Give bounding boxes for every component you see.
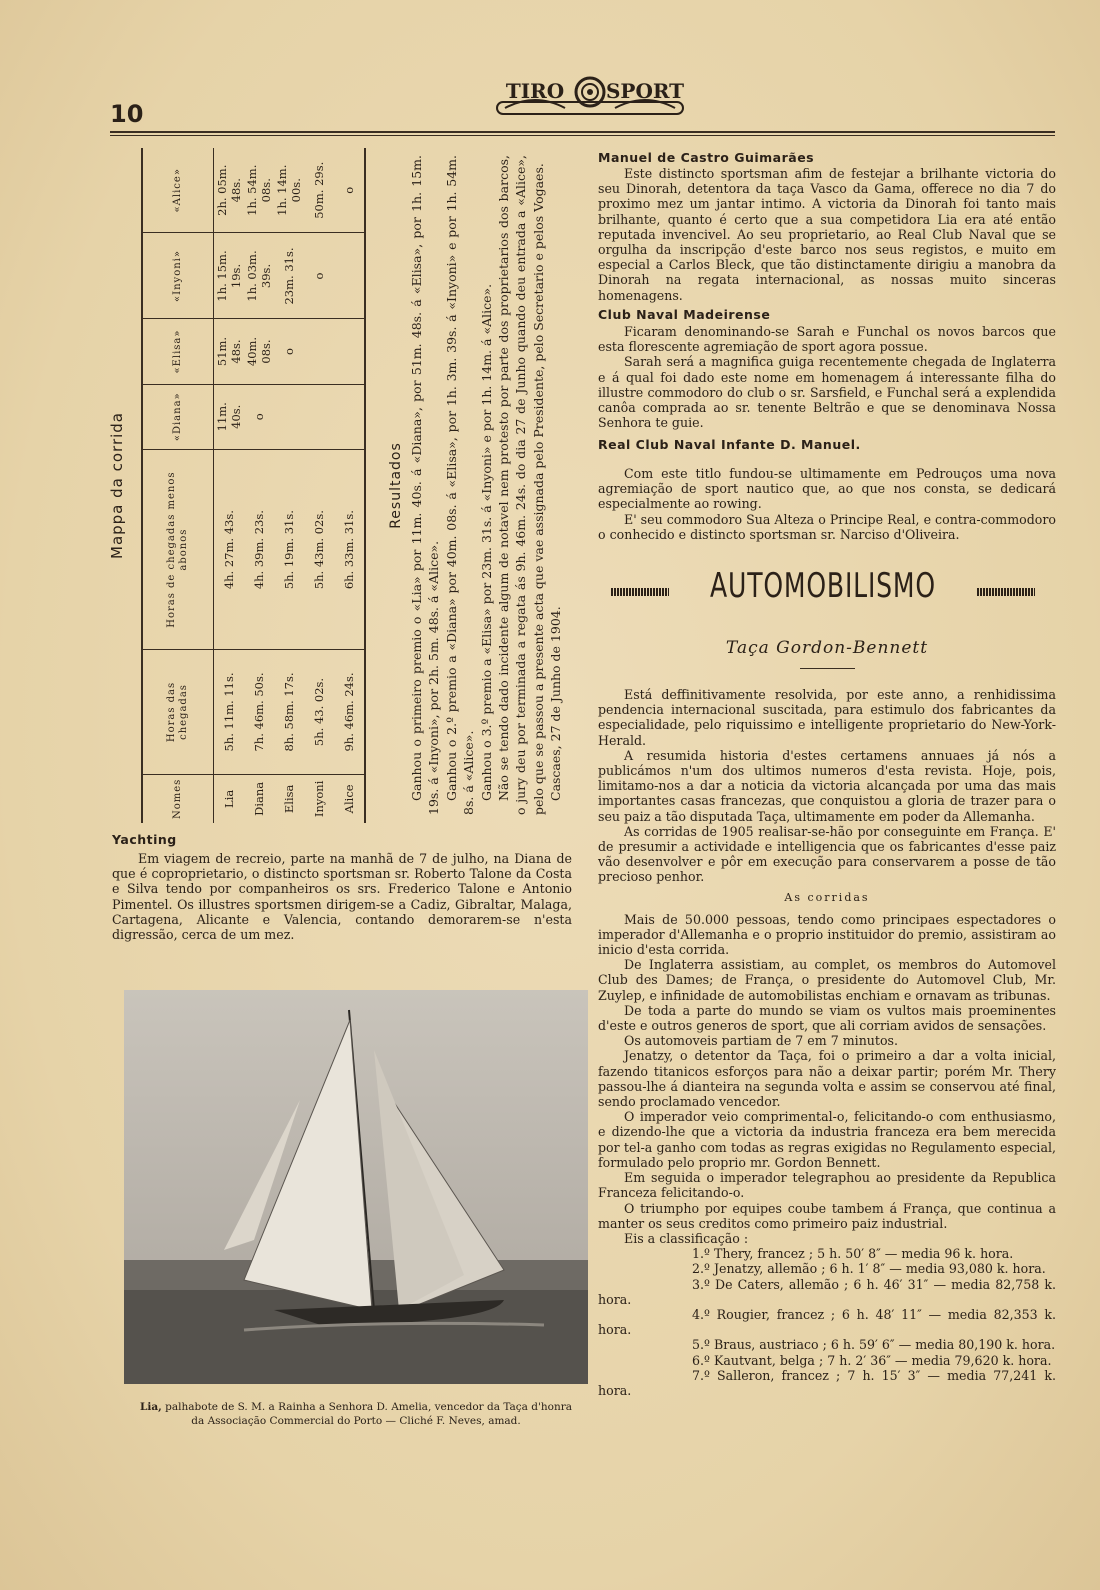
table-cell: 4h. 39m. 23s. (244, 449, 274, 649)
race-paragraph: Os automoveis partiam de 7 em 7 minutos. (624, 1033, 899, 1049)
column-header: «Inyoni» (142, 233, 214, 319)
race-paragraph: Jenatzy, o detentor da Taça, foi o primeiro a dar a volta inicial, fazendo titanicos esforços para não a deixar partir; porém Mr. Thery passou-lhe á dianteira na segunda volta e assim se conservou até final, sendo proclamado vencedor. (598, 1048, 1056, 1110)
table-cell: 1h. 14m. 00s. (275, 164, 303, 216)
auto-paragraph: A resumida historia d'estes certamens annuaes já nós a publicámos n'um dos ultimos numeros d'esta revista. Hoje, pois, limitamo-nos a dar a noticia da victoria alcançada por uma das mais importantes casas francezas, que conquistou a gloria de trazer para o seu paiz a tão disputada Taça, ultimamente em poder da Allemanha. (598, 747, 1056, 824)
section-paragraph: Ficaram denominando-se Sarah e Funchal os novos barcos que esta florescente agremiação de sport agora possue. (598, 324, 1056, 355)
section-club-naval-madeirense (598, 307, 1056, 430)
table-cell: 1h. 03m. 39s. (244, 233, 274, 319)
caption-line-1: palhabote de S. M. a Rainha a Senhora D. Amelia, vencedor da Taça d'honra (161, 1401, 572, 1413)
caption-line-2: da Associação Commercial do Porto — Cliché F. Neves, amad. (191, 1415, 521, 1427)
race-paragraph: Eis a classificação : (624, 1230, 749, 1246)
race-paragraph: De toda a parte do mundo se viam os vultos mais proeminentes d'este e outros generos de sport, que ali corriam avidos de sensações. (598, 1002, 1056, 1034)
table-row (274, 148, 304, 823)
column-header: «Elisa» (142, 319, 214, 384)
table-cell: 40m. 08s. (244, 319, 274, 384)
table-cell: 51m. 48s. (214, 319, 245, 384)
table-cell: Lia (214, 774, 245, 823)
classification-item: 4.º Rougier, francez ; 6 h. 48′ 11″ — media 82,353 k. hora. (598, 1306, 1056, 1338)
column-header: «Alice» (142, 148, 214, 233)
table-cell: 50m. 29s. (312, 161, 326, 219)
races-heading: As corridas (784, 890, 870, 904)
masthead-emblem-icon (495, 72, 685, 118)
classification-item: 3.º De Caters, allemão ; 6 h. 46′ 31″ — media 82,758 k. hora. (598, 1276, 1056, 1307)
table-header-row (142, 148, 214, 823)
table-cell (304, 319, 334, 384)
section-heading: Club Naval Madeirense (598, 307, 771, 322)
automobilismo-body (598, 683, 1056, 1398)
auto-paragraph: As corridas de 1905 realisar-se-hão por conseguinte em França. E' de presumir a actividade e intelligencia que os fabricantes d'esse paiz vão desenvolver e pôr em execução para conservarem a posse de tão precioso penhor. (598, 823, 1056, 885)
race-paragraph: O triumpho por equipes coube tambem á França, que continua a manter os seus creditos como primeiro paiz industrial. (598, 1200, 1056, 1231)
svg-text:TIRO: TIRO (505, 79, 565, 103)
decorative-rule-right (977, 588, 1035, 596)
automobilismo-title: AUTOMOBILISMO (710, 566, 936, 606)
column-header: «Diana» (142, 384, 214, 449)
results-paragraph: Não se tendo dado incidente algum de notavel nem protesto por parte dos proprietarios dos barcos, o jury deu por terminada a regata ás 9h. 46m. 24s. do dia 27 de Junho quando deu entrada a «Alice», pelo que se passou a presente acta que vae assignada pelo Presidente, pelo Secretario e pelos Vogaes. (496, 155, 546, 815)
race-map-block (108, 148, 598, 823)
masthead-logo (495, 72, 685, 118)
table-cell: 23m. 31s. (274, 233, 304, 319)
table-cell (334, 384, 365, 449)
table-cell: 5h. 43m. 02s. (304, 449, 334, 649)
header-rule-thin (110, 135, 1055, 136)
auto-paragraph: Está deffinitivamente resolvida, por este anno, a renhidissima pendencia internacional suscitada, para estimulo dos fabricantes da especialidade, pelo riquissimo e intelligente proprietario do New-York-Herald. (598, 687, 1056, 748)
race-paragraph: Mais de 50.000 pessoas, tendo como principaes espectadores o imperador d'Allemanha e o proprio instituidor do premio, assistiram ao inicio d'esta corrida. (598, 911, 1056, 958)
table-row (214, 148, 245, 823)
classification-item: 6.º Kautvant, belga ; 7 h. 2′ 36″ — media 79,620 k. hora. (692, 1352, 1052, 1368)
automobilismo-subtitle: Taça Gordon-Bennett (725, 638, 929, 658)
column-header: Nomes (142, 774, 214, 823)
table-cell: 1h. 15m. 19s. (214, 233, 245, 319)
section-body: Este distincto sportsman afim de festejar a brilhante victoria do seu Dinorah, detentora da taça Vasco da Gama, offerece no dia 7 do proximo mez um jantar intimo. A victoria da Dinorah foi tanto mais brilhante, quanto é certo que a sua competidora Lia era até então reputada invencivel. Ao seu proprietario, ao Real Club Naval que se orgulha da inscripção d'este barco nos seus registos, e muito em especial a Carlos Bleck, que tão distinctamente dirigiu a manobra da Dinorah na regata internacional, as nossas muito sinceras homenagens. (598, 166, 1056, 303)
table-cell: o (244, 384, 274, 449)
table-cell (274, 384, 304, 449)
table-cell (304, 384, 334, 449)
table-cell: 5h. 43. 02s. (304, 650, 334, 774)
table-cell: Alice (334, 774, 365, 823)
yachting-section (112, 832, 572, 942)
table-cell: 5h. 11m. 11s. (214, 650, 245, 774)
table-row (334, 148, 365, 823)
table-row (244, 148, 274, 823)
race-paragraph: De Inglaterra assistiam, au complet, os membros do Automovel Club des Dames; de França, o presidente do Automovel Club, Mr. Zuylep, e infinidade de automobilistas enchiam e ornavam as tribunas. (598, 957, 1056, 1003)
classification-item: 7.º Salleron, francez ; 7 h. 15′ 3″ — media 77,241 k. hora. (598, 1367, 1056, 1398)
section-heading: Real Club Naval Infante D. Manuel. (598, 437, 861, 452)
table-cell: o (274, 319, 304, 384)
results-title: Resultados (388, 442, 404, 529)
section-paragraph: Com este titlo fundou-se ultimamente em Pedrouços uma nova agremiação de sport nautico que, ao que nos consta, se dedicará especialmente ao rowing. (598, 466, 1056, 512)
table-cell: 2h. 05m. 48s. (215, 164, 243, 216)
table-cell: Inyoni (304, 774, 334, 823)
table-cell: 6h. 33m. 31s. (334, 449, 365, 649)
classification-item: 5.º Braus, austriaco ; 6 h. 59′ 6″ — media 80,190 k. hora. (692, 1337, 1056, 1353)
table-row (304, 148, 334, 823)
table-cell (334, 319, 365, 384)
table-cell: 8h. 58m. 17s. (274, 650, 304, 774)
sailboat-photo (124, 990, 588, 1384)
subtitle-rule (800, 668, 855, 669)
table-cell: 7h. 46m. 50s. (244, 650, 274, 774)
race-paragraph: Em seguida o imperador telegraphou ao presidente da Republica Franceza felicitando-o. (598, 1170, 1056, 1201)
page-number: 10 (110, 100, 144, 128)
table-cell (334, 233, 365, 319)
table-cell: Diana (244, 774, 274, 823)
results-paragraph: Ganhou o primeiro premio o «Lia» por 11m. 40s. á «Diana», por 51m. 48s. á «Elisa», por 1h. 15m. 19s. á «Inyoni», por 2h. 5m. 48s. á «Alice». (409, 155, 442, 815)
svg-text:SPORT: SPORT (605, 79, 685, 103)
race-map-title: Mappa da corrida (108, 412, 126, 559)
table-cell: Elisa (274, 774, 304, 823)
results-text (408, 155, 565, 815)
photo-caption (124, 1400, 588, 1428)
column-header: Horas das chegadas (142, 650, 214, 774)
results-paragraph: Cascaes, 27 de Junho de 1904. (548, 606, 564, 801)
automobilismo-header (611, 566, 1035, 614)
race-paragraph: O imperador veio comprimental-o, felicitando-o com enthusiasmo, e dizendo-lhe que a victoria da industria franceza era bem merecida por tel-a ganho com todas as regras exigidas no Regulamento especial, formulado pelo proprio mr. Gordon Bennett. (598, 1109, 1056, 1170)
section-castro-guimaraes (598, 150, 1056, 303)
yachting-heading: Yachting (112, 832, 177, 847)
table-cell: 11m. 40s. (214, 384, 245, 449)
results-paragraph: Ganhou o 3.º premio a «Elisa» por 23m. 31s. á «Inyoni» e por 1h. 14m. á «Alice». (478, 283, 494, 801)
sailboat-image-icon (124, 990, 588, 1384)
yachting-body: Em viagem de recreio, parte na manhã de 7 de julho, na Diana de que é coproprietario, o distincto sportsman sr. Roberto Talone da Costa e Silva tendo por companheiros os srs. Frederico Talone e Antonio Pimentel. Os illustres sportsmen dirigem-se a Cadiz, Gibraltar, Malaga, Cartagena, Alicante e Valencia, contando demorarem-se n'esta digressão, cerca de um mez. (112, 851, 572, 943)
caption-boat-name: Lia, (139, 1401, 162, 1413)
section-heading: Manuel de Castro Guimarães (598, 150, 815, 165)
header-rule (110, 131, 1055, 133)
classification-item: 2.º Jenatzy, allemão ; 6 h. 1′ 8″ — media 93,080 k. hora. (692, 1261, 1046, 1277)
results-paragraph: Ganhou o 2.º premio a «Diana» por 40m. 08s. á «Elisa», por 1h. 3m. 39s. á «Inyoni» e por 1h. 54m. 8s. á «Alice». (443, 155, 477, 815)
column-header: Horas de chegadas menos abonos (142, 449, 214, 649)
table-cell: o (334, 148, 365, 233)
race-map-table (141, 148, 366, 823)
table-cell: 1h. 54m. 08s. (245, 164, 273, 216)
table-cell: o (304, 233, 334, 319)
table-cell: 9h. 46m. 24s. (334, 650, 365, 774)
section-paragraph: E' seu commodoro Sua Alteza o Principe Real, e contra-commodoro o conhecido e distincto sportsman sr. Narciso d'Oliveira. (598, 511, 1056, 542)
table-cell: 4h. 27m. 43s. (214, 449, 245, 649)
classification-item: 1.º Thery, francez ; 5 h. 50′ 8″ — media 96 k. hora. (692, 1246, 1014, 1262)
section-real-club-naval (598, 437, 1056, 542)
table-cell: 5h. 19m. 31s. (274, 449, 304, 649)
section-paragraph: Sarah será a magnifica guiga recentemente chegada de Inglaterra e á qual foi dado este nome em homenagem á interessante filha do illustre commodoro do club o sr. Sarsfield, e Funchal será a explendida canôa comprada ao sr. tenente Beltrão e que se denominava Nossa Senhora te guie. (598, 354, 1056, 431)
